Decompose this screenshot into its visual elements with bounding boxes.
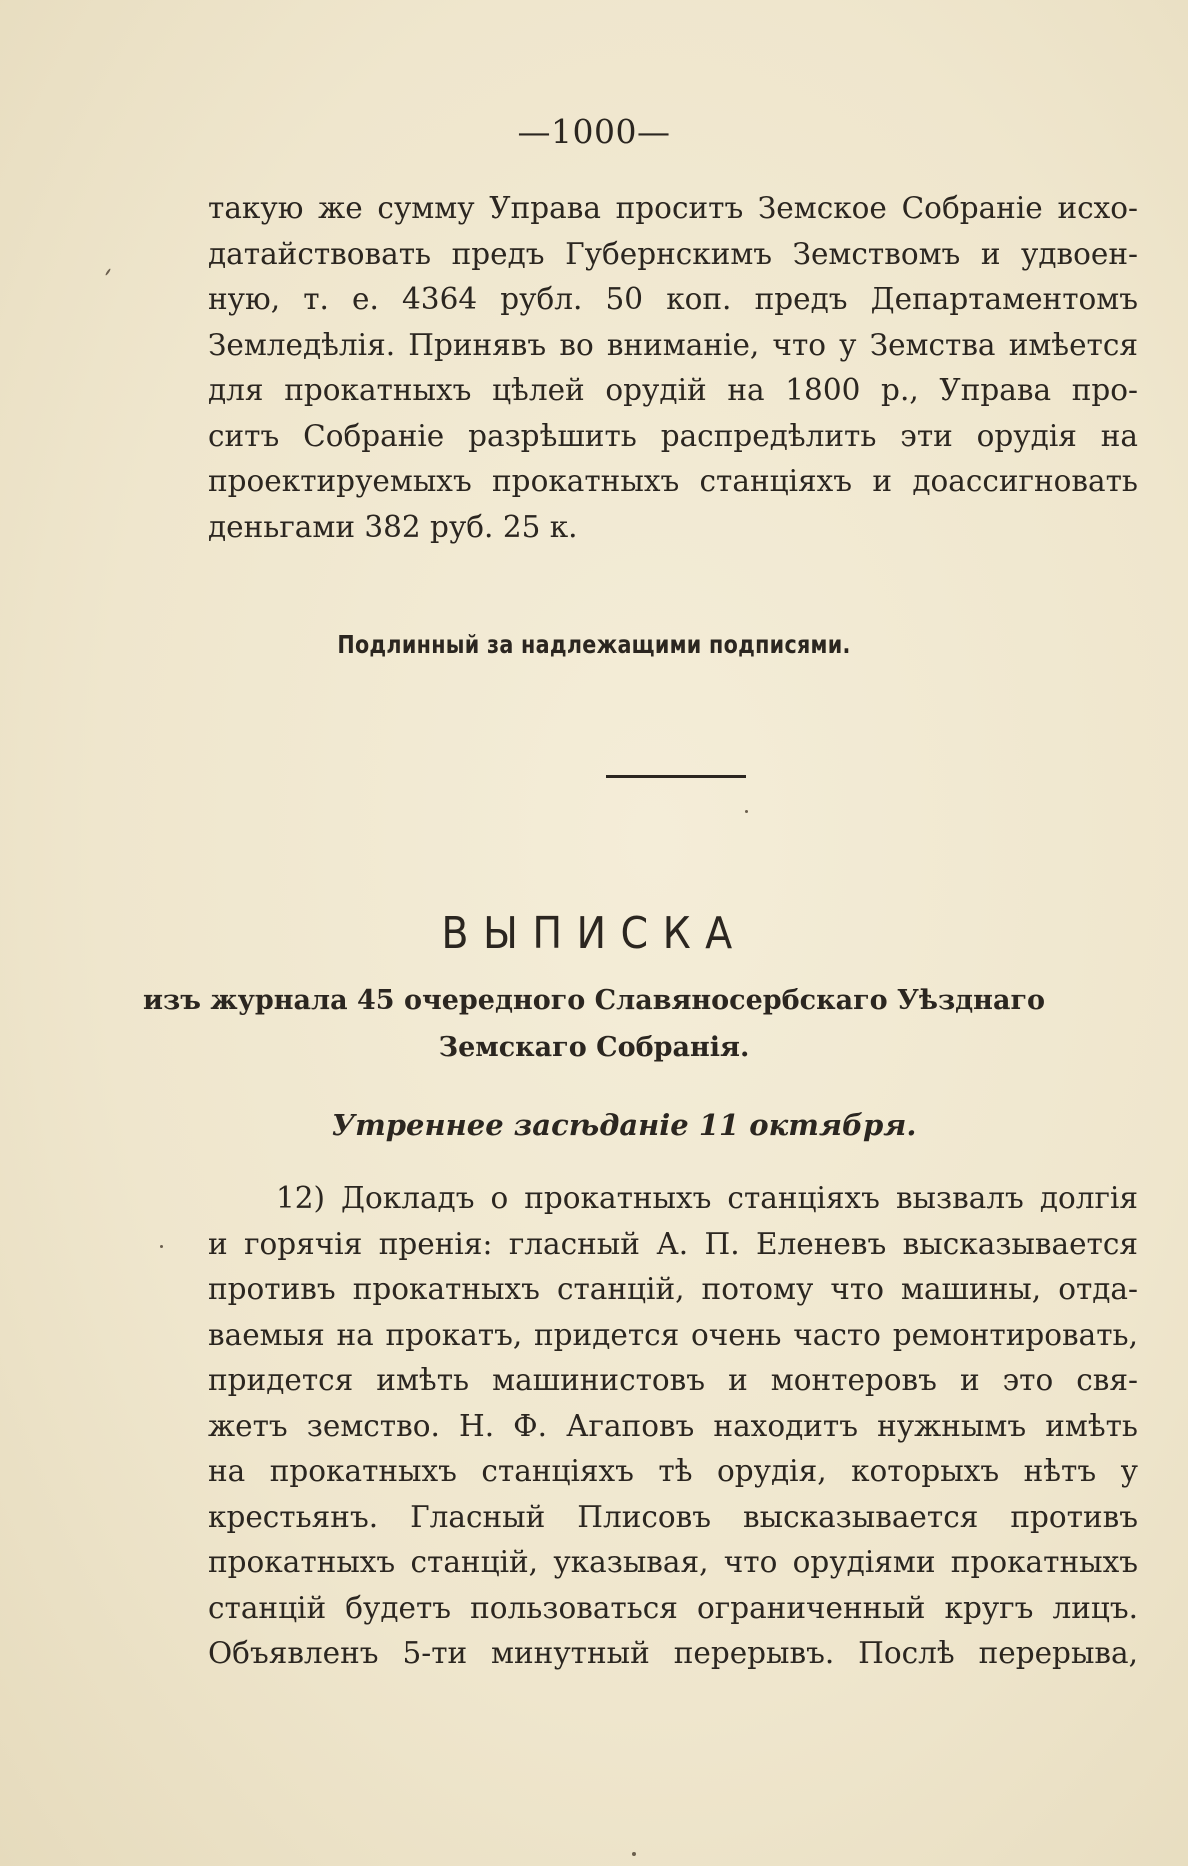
paragraph-2-line: Объявленъ 5-ти минутный перерывъ. Послѣ перерыва, <box>208 1636 1138 1670</box>
paragraph-1-line: такую же сумму Управа проситъ Земское Собраніе исхо- <box>208 191 1138 225</box>
paragraph-2-line: ваемыя на прокатъ, придется очень часто ремонтировать, <box>208 1317 1138 1352</box>
divider-rule <box>606 775 746 778</box>
subheading-line-2: Земскаго Собранія. <box>438 1032 750 1063</box>
document-heading: ВЫПИСКА <box>441 908 747 959</box>
signature-note: Подлинный за надлежащими подписями. <box>337 630 851 659</box>
paragraph-1-line: ситъ Собраніе разрѣшить распредѣлить эти орудія на <box>208 418 1138 453</box>
paragraph-2-line: противъ прокатныхъ станцій, потому что машины, отда- <box>208 1272 1138 1306</box>
paragraph-2-line: и горячія пренія: гласный А. П. Еленевъ высказывается <box>208 1226 1138 1261</box>
paragraph-2-line: крестьянъ. Гласный Плисовъ высказывается противъ <box>208 1499 1138 1534</box>
paragraph-1-line: Земледѣлія. Принявъ во вниманіе, что у Земства имѣется <box>208 327 1138 362</box>
paragraph-2-line: 12) Докладъ о прокатныхъ станціяхъ вызвалъ долгія <box>276 1181 1138 1215</box>
paragraph-1 <box>208 186 1138 550</box>
paper-speck <box>160 1245 163 1248</box>
paragraph-2-line: станцій будетъ пользоваться ограниченный кругъ лицъ. <box>208 1590 1138 1625</box>
paper-speck <box>105 268 111 276</box>
page-number: —1000— <box>517 112 671 151</box>
paragraph-1-line: проектируемыхъ прокатныхъ станціяхъ и доассигновать <box>208 464 1138 498</box>
paragraph-2-line: жетъ земство. Н. Ф. Агаповъ находитъ нужнымъ имѣть <box>208 1408 1138 1443</box>
paper-speck <box>745 810 748 813</box>
paragraph-2-line: на прокатныхъ станціяхъ тѣ орудія, которыхъ нѣтъ у <box>208 1454 1138 1488</box>
paragraph-1-line: для прокатныхъ цѣлей орудій на 1800 р., Управа про- <box>208 373 1138 407</box>
paragraph-1-line: ную, т. е. 4364 рубл. 50 коп. предъ Департаментомъ <box>208 282 1138 316</box>
paragraph-1-line: датайствовать предъ Губернскимъ Земствомъ и удвоен- <box>208 236 1138 271</box>
subheading-line-1: изъ журнала 45 очередного Славяносербскаго Уѣзднаго <box>142 985 1045 1016</box>
paper-speck <box>632 1852 636 1856</box>
paragraph-2 <box>208 1176 1138 1677</box>
session-title: Утреннее засѣданіе 11 октября. <box>331 1108 917 1142</box>
paragraph-2-line: придется имѣть машинистовъ и монтеровъ и это свя- <box>208 1363 1138 1397</box>
paragraph-1-line: деньгами 382 руб. 25 к. <box>208 509 578 544</box>
paragraph-2-line: прокатныхъ станцій, указывая, что орудіями прокатныхъ <box>208 1545 1138 1579</box>
